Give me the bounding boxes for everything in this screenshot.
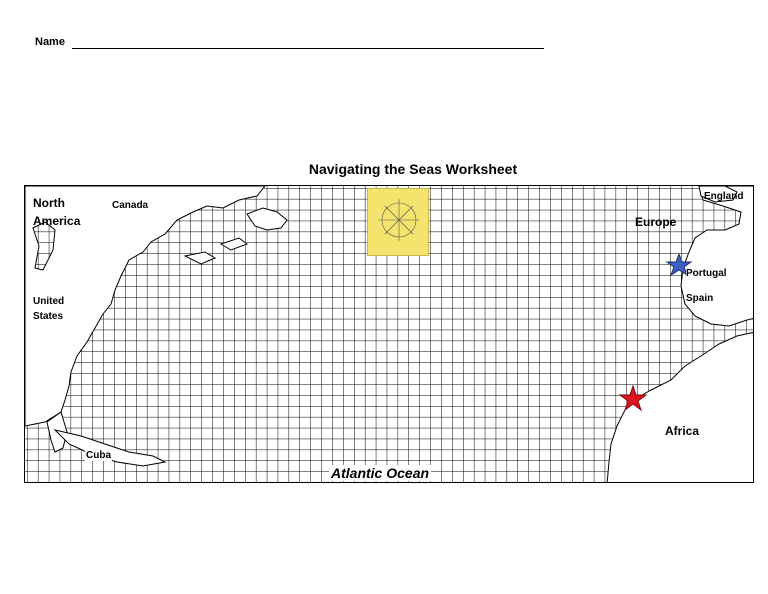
portugal-label: Portugal [686,268,727,279]
compass-rose [367,188,429,256]
north-america-label-line-2: America [33,214,81,228]
united-states-label-line-2: States [33,311,64,322]
worksheet-title: Navigating the Seas Worksheet [308,161,518,177]
cuba-label: Cuba [86,450,111,461]
name-line[interactable] [72,48,544,49]
united-states-label-line-1: United [33,296,65,307]
north-america-label-line-1: North [33,196,65,210]
name-label: Name [35,36,65,48]
atlantic-ocean-label: Atlantic Ocean [331,465,430,481]
compass-rose-icon [368,189,430,251]
map [24,185,754,483]
england-label: England [704,191,744,202]
spain-label: Spain [686,293,714,304]
united-states-label [33,294,64,324]
africa-label: Africa [665,424,700,438]
europe-label: Europe [635,215,677,229]
north-america-label [33,196,80,228]
canada-label: Canada [112,200,149,211]
